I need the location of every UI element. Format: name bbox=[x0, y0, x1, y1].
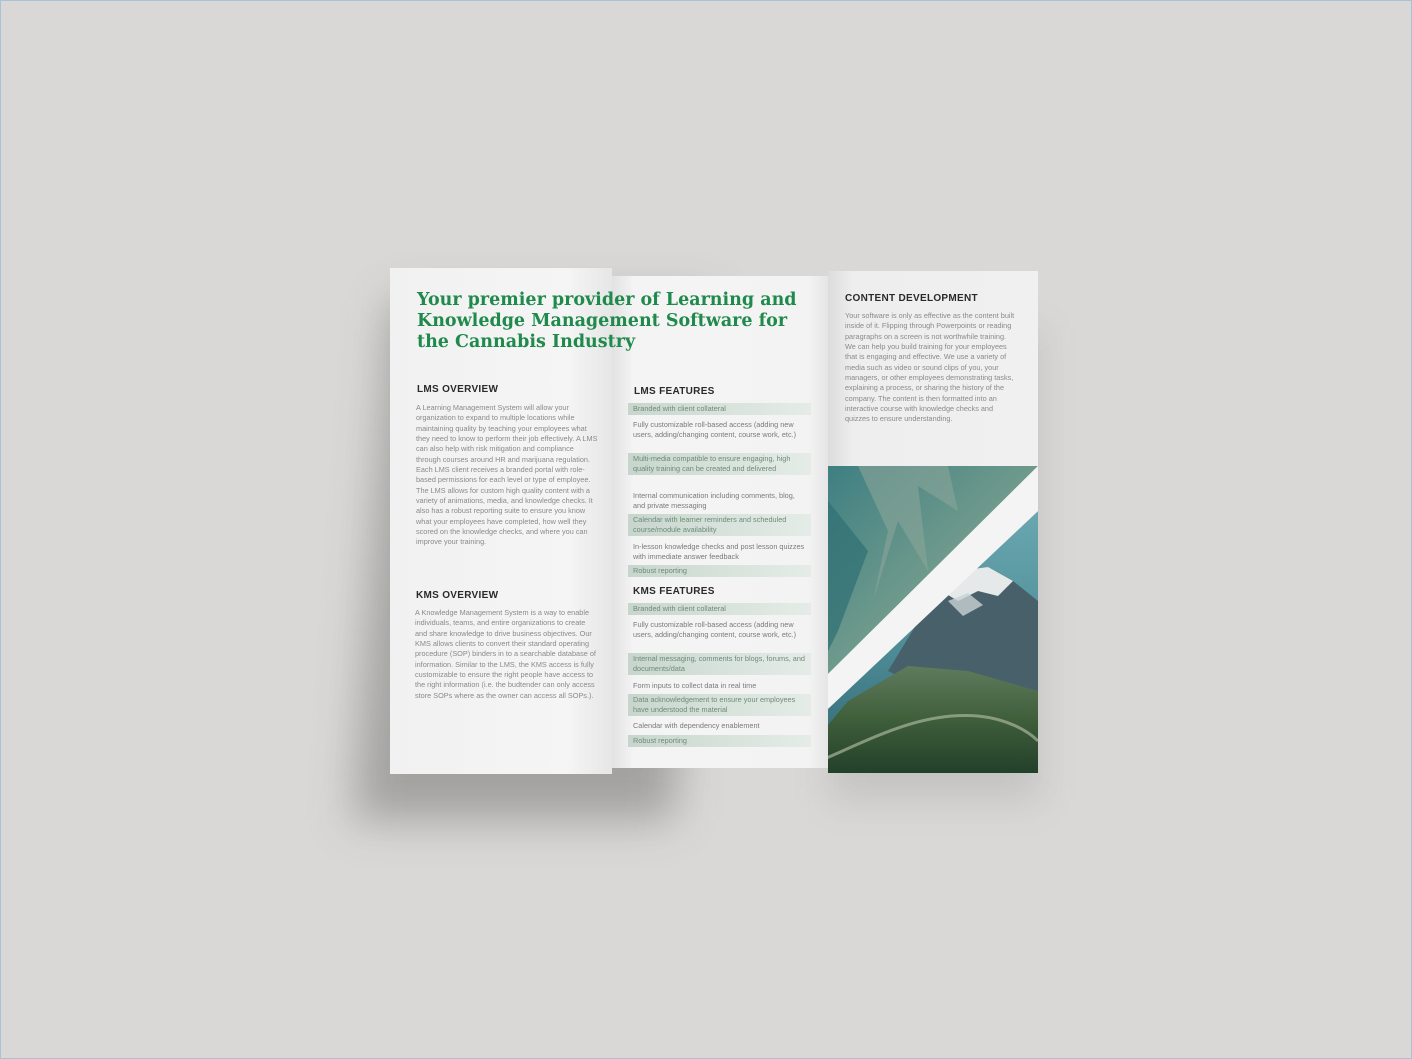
lms-feature-item: Multi-media compatible to ensure engaging, high quality training can be created and delivered bbox=[628, 453, 811, 475]
lms-feature-item: Internal communication including comments, blog, and private messaging bbox=[633, 491, 795, 510]
kms-features-heading: KMS FEATURES bbox=[633, 586, 715, 597]
lms-overview-heading: LMS OVERVIEW bbox=[417, 384, 499, 395]
kms-overview-text: A Knowledge Management System is a way to enable individuals, teams, and entire organizations to create and share knowledge to drive business objectives. Our KMS allows clients to convert their standard operating procedure (SOP) binders in to a searchable database of information. Similar to the LMS, the KMS access is fully customizable to ensure the right people have access to the right information (i.e. the budtender can only access store SOPs where as the owner can access all SOPs.). bbox=[415, 608, 596, 700]
kms-feature-item: Calendar with dependency enablement bbox=[633, 721, 760, 730]
kms-feature-item: Internal messaging, comments for blogs, forums, and documents/data bbox=[628, 653, 811, 675]
lms-feature-item: In-lesson knowledge checks and post lesson quizzes with immediate answer feedback bbox=[633, 542, 805, 561]
lms-feature-item: Calendar with learner reminders and scheduled course/module availability bbox=[628, 514, 811, 536]
kms-feature-item: Robust reporting bbox=[628, 735, 811, 747]
lms-feature-item: Robust reporting bbox=[628, 565, 811, 577]
kms-feature-item: Data acknowledgement to ensure your employees have understood the material bbox=[628, 694, 811, 716]
lms-overview-text: A Learning Management System will allow your organization to expand to multiple locations while maintaining quality by teaching your employees what they need to know to perform their job effectively. A LMS can also help with risk mitigation and compliance through courses around HR and marijuana regulation. Each LMS client receives a branded portal with role-based permissions for each level or type of employee. The LMS allows for custom high quality content with a variety of animations, media, and knowledge checks. It also has a robust reporting suite to ensure you know what your employees have completed, how well they scored on the knowledge checks, and where you can improve your training. bbox=[416, 403, 598, 547]
lms-feature-item: Branded with client collateral bbox=[628, 403, 811, 415]
brochure-headline: Your premier provider of Learning and Knowledge Management Software for the Cannabis Industry bbox=[417, 290, 797, 352]
lms-feature-item: Fully customizable roll-based access (adding new users, adding/changing content, course work, etc.) bbox=[633, 420, 797, 439]
content-development-heading: CONTENT DEVELOPMENT bbox=[845, 293, 978, 304]
content-development-text: Your software is only as effective as the content built inside of it. Flipping through Powerpoints or reading paragraphs on a screen is not worthwhile training. We can help you build training for your employees that is engaging and effective. We use a variety of media such as video or sound clips of you, your managers, or other employees demonstrating tasks, explaining a process, or sharing the history of the company. The content is then formatted into an interactive course with knowledge checks and quizzes to ensure understanding. bbox=[845, 311, 1015, 424]
kms-overview-heading: KMS OVERVIEW bbox=[416, 590, 499, 601]
lms-features-heading: LMS FEATURES bbox=[634, 386, 715, 397]
kms-feature-item: Branded with client collateral bbox=[628, 603, 811, 615]
kms-feature-item: Fully customizable roll-based access (adding new users, adding/changing content, course work, etc.) bbox=[633, 620, 797, 639]
kms-feature-item: Form inputs to collect data in real time bbox=[633, 681, 757, 690]
